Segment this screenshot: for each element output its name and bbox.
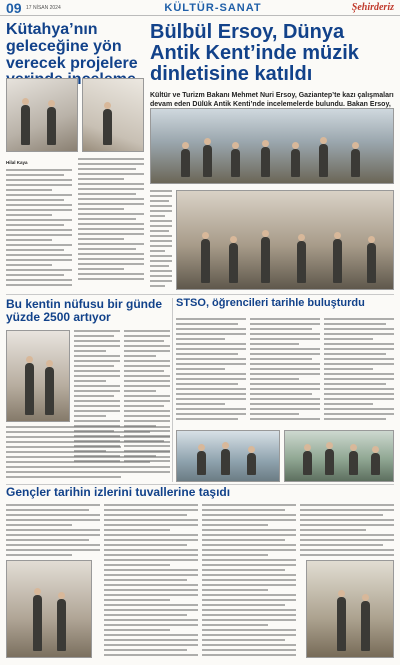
main-photo (150, 108, 394, 184)
person-figure (351, 149, 360, 177)
issue-date: 17 NİSAN 2024 (26, 4, 61, 11)
stso-body-col-2 (250, 318, 320, 423)
person-figure (229, 243, 238, 283)
stso-body-col-1 (176, 318, 246, 423)
youth-body-col-4 (300, 504, 394, 559)
person-figure (231, 149, 240, 177)
mid-photo (176, 190, 394, 290)
youth-photo-1 (6, 560, 92, 658)
newspaper-logo: Şehirderiz (351, 2, 394, 13)
main-body-col-1 (150, 190, 172, 290)
person-figure (261, 147, 270, 177)
population-photo (6, 330, 70, 422)
youth-art-headline: Gençler tarihin izlerini tuvallerine taşıdı (6, 485, 231, 499)
person-figure (103, 109, 112, 145)
person-figure (319, 144, 328, 177)
person-figure (21, 105, 30, 145)
stso-photo-2 (284, 430, 394, 482)
person-figure (221, 449, 230, 475)
column-divider (172, 298, 173, 482)
person-figure (333, 239, 342, 283)
left-headline: Kütahya’nın geleceğine yön verecek projelere (6, 21, 138, 72)
person-figure (47, 107, 56, 145)
person-figure (247, 453, 256, 475)
population-body-col-3 (6, 426, 170, 481)
youth-body-col-1 (6, 504, 100, 559)
youth-photo-2 (306, 560, 394, 658)
person-figure (181, 149, 190, 177)
person-figure (303, 451, 312, 475)
left-photo-1 (6, 78, 78, 152)
masthead (0, 0, 400, 16)
person-figure (25, 363, 34, 415)
stso-headline: STSO, öğrencileri tarihle buluşturdu (176, 297, 365, 309)
divider (6, 294, 394, 295)
person-figure (203, 145, 212, 177)
person-figure (325, 449, 334, 475)
population-headline: Bu kentin nüfusu bir günde yüzde 2500 artıyor (6, 297, 162, 324)
person-figure (33, 595, 42, 651)
page-number: 09 (6, 0, 22, 16)
youth-body-col-2 (104, 504, 198, 659)
section-title: KÜLTÜR-SANAT (164, 1, 262, 14)
person-figure (291, 149, 300, 177)
person-figure (45, 367, 54, 415)
left-body-col-1 (6, 158, 72, 289)
person-figure (261, 237, 270, 283)
stso-photo-1 (176, 430, 280, 482)
person-figure (337, 597, 346, 651)
left-body-col-2 (78, 158, 144, 283)
person-figure (197, 451, 206, 475)
youth-body-col-3 (202, 504, 296, 659)
left-photo-2 (82, 78, 144, 152)
person-figure (201, 239, 210, 283)
person-figure (57, 599, 66, 651)
main-subhead: Kültür ve Turizm Bakanı Mehmet Nuri Ersoy, Gaziantep’te kazı çalışmaları devam eden Dülük Antik Kenti’nde incelemelerde bulundu. Bakan Ersoy, (150, 92, 394, 108)
main-headline: Bülbül Ersoy, Dünya Antik Kent’inde müzik dinletisine katıldı (150, 21, 359, 85)
person-figure (361, 601, 370, 651)
person-figure (297, 241, 306, 283)
stso-body-col-3 (324, 318, 394, 423)
person-figure (349, 451, 358, 475)
person-figure (371, 453, 380, 475)
left-byline: Hilal Kaya (6, 160, 28, 165)
person-figure (367, 243, 376, 283)
